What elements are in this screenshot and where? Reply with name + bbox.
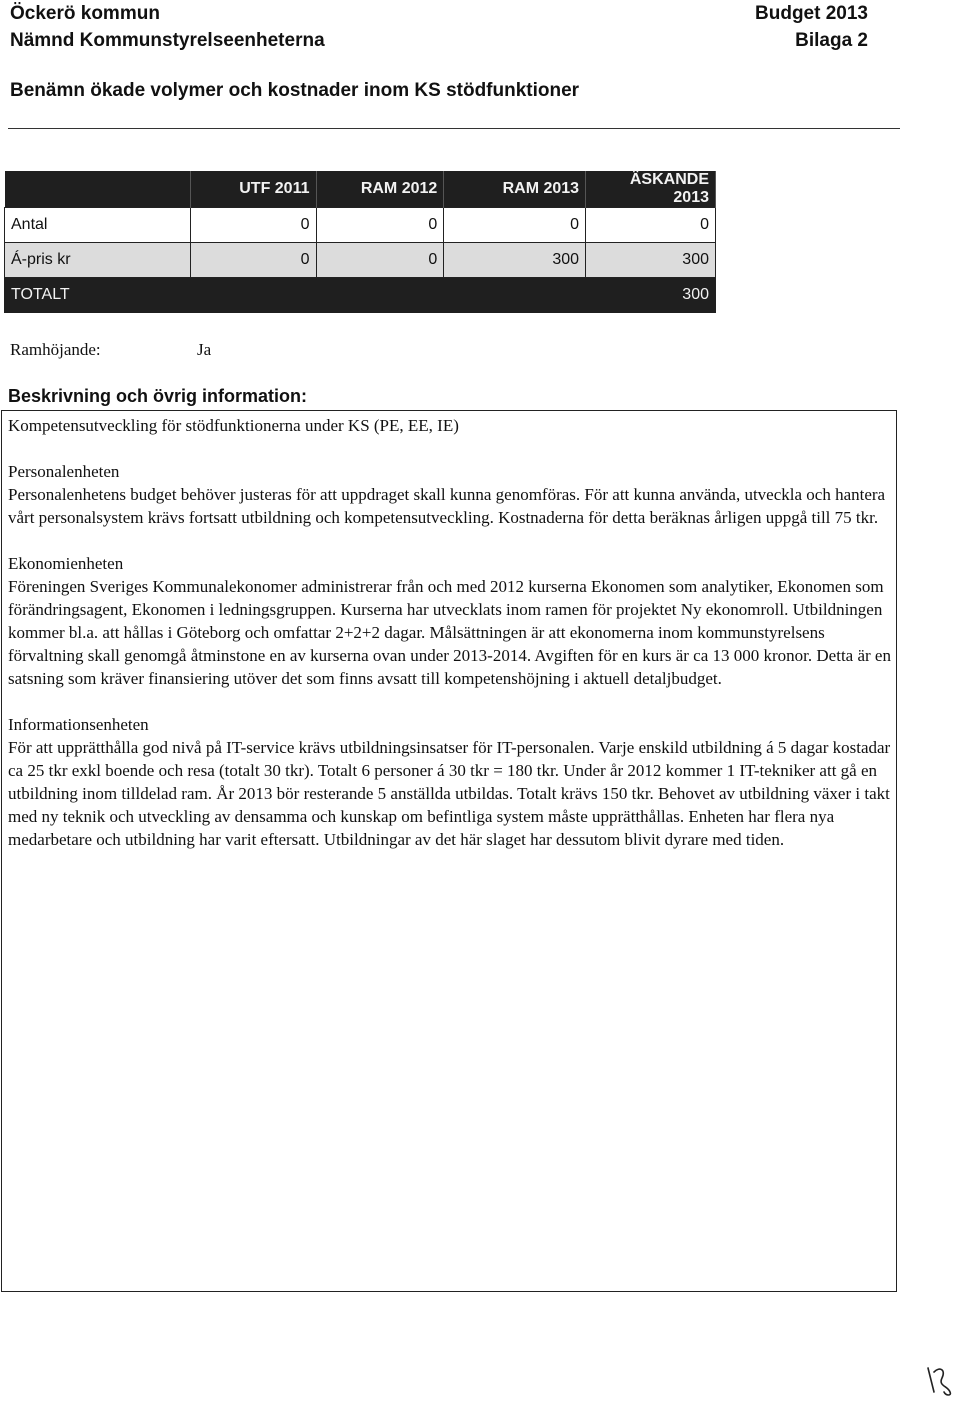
table-cell [190,278,316,313]
section-body: För att upprätthålla god nivå på IT-service krävs utbildningsinsatser för IT-personalen. Varje enskild utbildning á 5 dagar kostadar ca 25 tkr exkl boende och resa (totalt 30 tkr). Totalt 6 personer á 30 tkr = 180 tkr. Under år 2012 kommer 1 IT-tekniker att gå en utbildning inom tilldelad ram. År 2013 bör resterande 5 anställda utbildas. Totalt krävs 150 tkr. Behovet av utbildning växer i takt med ny teknik och utveckling av densamma och kunskap om befintliga system måste upprätthållas. Enheten har flera nya medarbetare och utbildning har varit eftersatt. Utbildningar av det här slaget har dessutom blivit dyrare med tiden. [8,738,891,849]
table-cell: 0 [316,243,444,278]
description-heading: Beskrivning och övrig information: [8,386,308,406]
table-cell: 0 [190,243,316,278]
section-body: Personalenhetens budget behöver justeras för att uppdraget skall kunna genomföras. För att kunna använda, utveckla och hantera vårt personalsystem krävs fortsatt utbildning och kompetensutveckling. Kostnaderna för detta beräknas årligen uppgå till 75 tkr. [8,485,886,527]
section-title: Personalenheten [8,462,120,481]
section-body: Föreningen Sveriges Kommunalekonomer administrerar från och med 2012 kurserna Ekonomen som analytiker, Ekonomen som förändringsagent, Ekonomen i ledningsgruppen. Kurserna har utvecklats inom ramen för projektet Ny ekonomroll. Utbildningen kommer bl.a. att hållas i Göteborg och omfattar 2+2+2 dagar. Målsättningen är att ekonomerna inom kommunstyrelsens förvaltning skall genomgå åtminstone en av kurserna ovan under 2013-2014. Avgiften för en kurs är ca 13 000 kronor. Detta är en satsning som kräver finansiering utöver det som finns avsatt till kompetenshöjning i aktuell detaljbudget. [8,577,891,688]
table-row-total [5,278,716,313]
column-header-askande-2013: ÄSKANDE 2013 [586,171,716,208]
budget-table [4,171,716,313]
section-title: Ekonomienheten [8,554,124,573]
budget-year: Budget 2013 [755,3,868,24]
section-personalenheten [8,460,892,529]
table-row [5,243,716,278]
description-intro: Kompetensutveckling för stödfunktionerna under KS (PE, EE, IE) [8,416,459,435]
row-label-antal: Antal [5,208,191,243]
appendix-label: Bilaga 2 [795,30,868,51]
ramhojande-value: Ja [197,340,212,359]
table-row [5,208,716,243]
row-label-a-pris: Á-pris kr [5,243,191,278]
table-cell: 0 [316,208,444,243]
handwritten-initials [924,1362,954,1398]
table-header-row [5,171,716,208]
table-cell: 0 [586,208,716,243]
section-title: Informationsenheten [8,715,149,734]
table-cell [444,278,586,313]
section-informationsenheten [8,713,892,851]
table-cell-total: 300 [586,278,716,313]
header-divider [8,128,900,129]
column-header-ram-2013: RAM 2013 [444,171,586,208]
description-text [8,414,892,874]
ramhojande-label: Ramhöjande: [10,340,101,359]
table-cell [316,278,444,313]
table-cell: 0 [190,208,316,243]
column-header-utf-2011: UTF 2011 [190,171,316,208]
column-header-blank [5,171,191,208]
table-cell: 300 [444,243,586,278]
section-ekonomienheten [8,552,892,690]
board-name: Nämnd Kommunstyrelseenheterna [10,30,325,51]
row-label-totalt: TOTALT [5,278,191,313]
municipality-name: Öckerö kommun [10,3,160,24]
column-header-ram-2012: RAM 2012 [316,171,444,208]
page-subtitle: Benämn ökade volymer och kostnader inom KS stödfunktioner [10,80,580,101]
table-cell: 0 [444,208,586,243]
table-cell: 300 [586,243,716,278]
